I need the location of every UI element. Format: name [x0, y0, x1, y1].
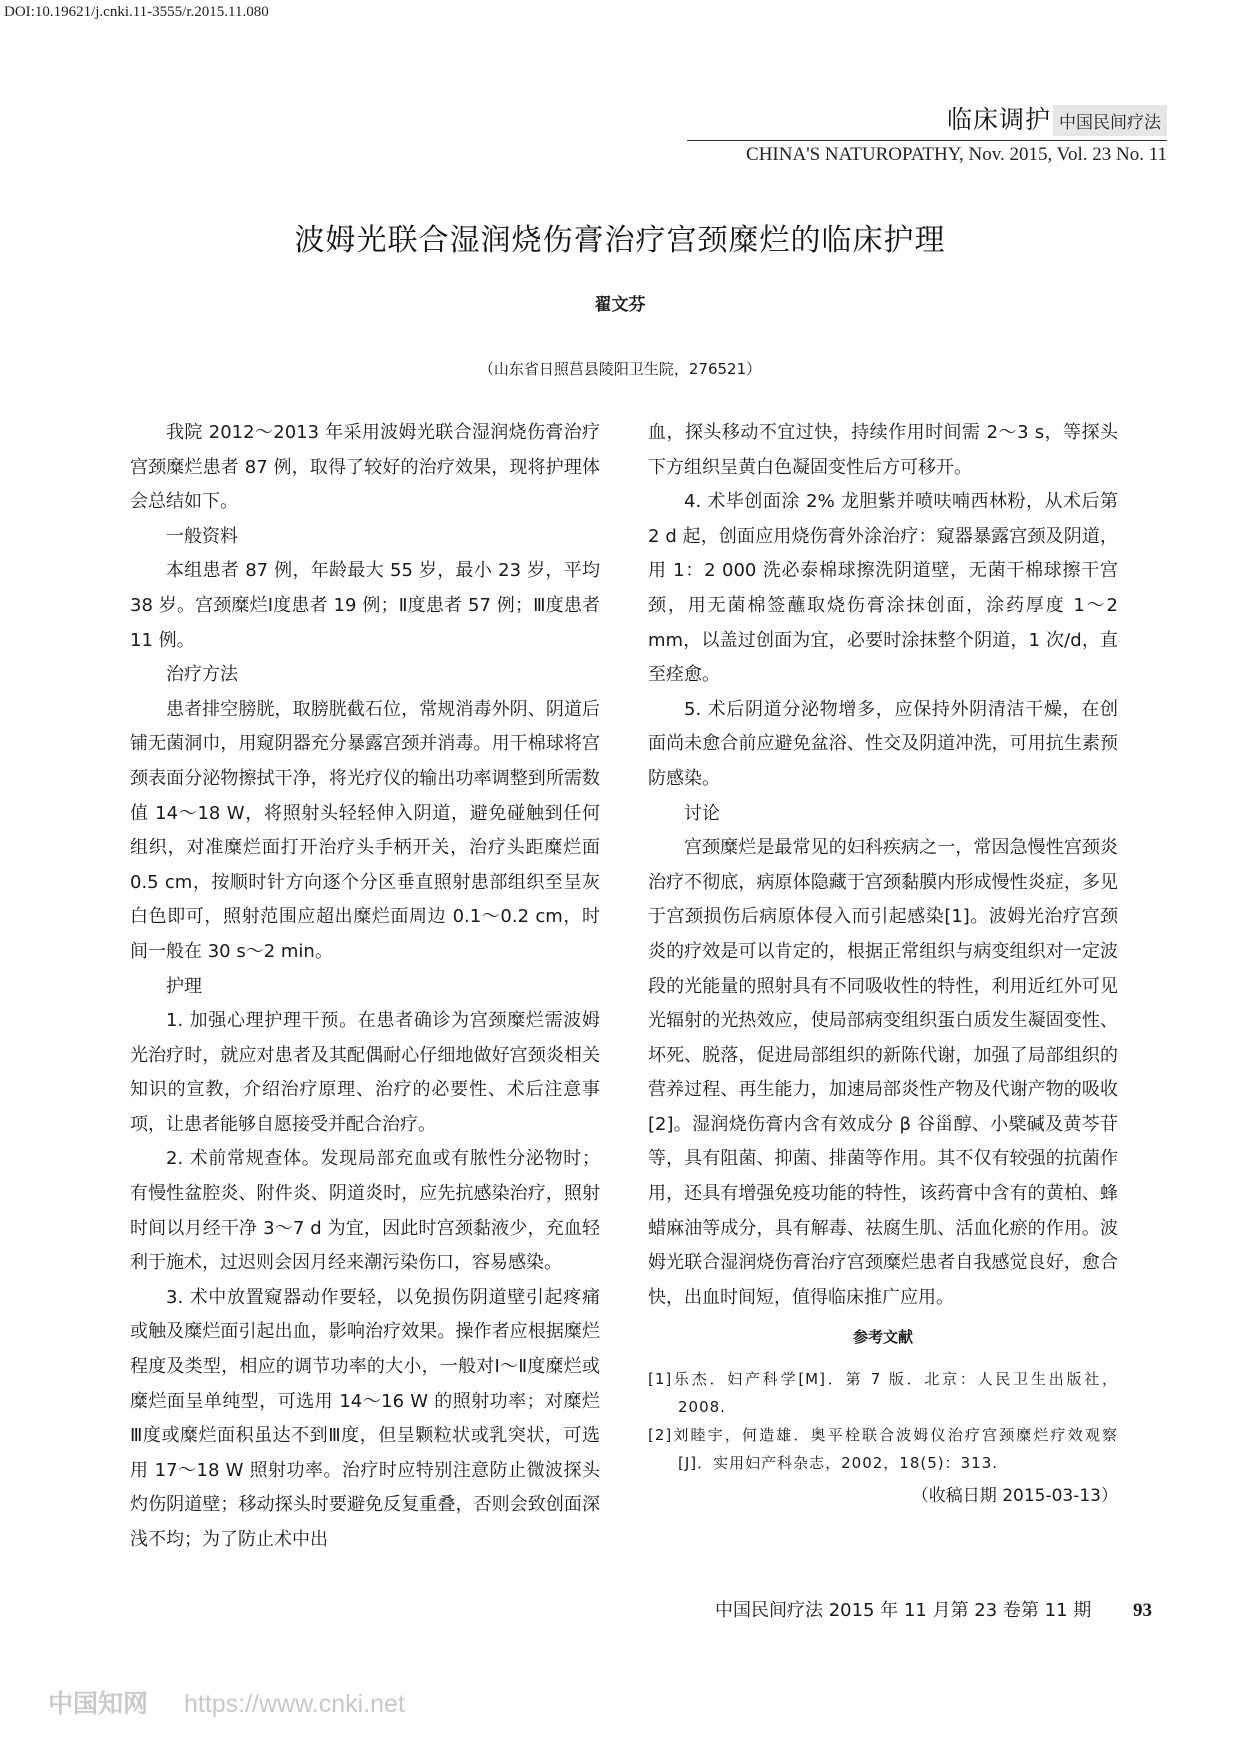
paragraph-general: 本组患者 87 例，年龄最大 55 岁，最小 23 岁，平均 38 岁。宫颈糜烂Ⅰ度患者 19 例；Ⅱ度患者 57 例；Ⅲ度患者 11 例。: [130, 560, 600, 651]
paragraph-nursing-3: 3. 术中放置窥器动作要轻，以免损伤阴道壁引起疼痛或触及糜烂面引起出血，影响治疗效果。操作者应根据糜烂程度及类型，相应的调节功率的大小，一般对Ⅰ～Ⅱ度糜烂或糜烂面呈单纯型，可选用 14～16 W 的照射功率；对糜烂Ⅲ度或糜烂面积虽达不到Ⅲ度，但呈颗粒状或乳突状，可选用 17～18 W 照射功率。治疗时应特别注意防止微波探头灼伤阴道壁；移动探头时要避免反复重叠，否则会致创面深浅不均；为了防止术中出: [130, 1286, 600, 1550]
paragraph-method: 患者排空膀胱，取膀胱截石位，常规消毒外阴、阴道后铺无菌洞巾，用窥阴器充分暴露宫颈并消毒。用干棉球将宫颈表面分泌物擦拭干净，将光疗仪的输出功率调整到所需数值 14～18 W，将照射头轻轻伸入阴道，避免碰触到任何组织，对准糜烂面打开治疗头手柄开关，治疗头距糜烂面 0.5 cm，按顺时针方向逐个分区垂直照射患部组织至呈灰白色即可，照射范围应超出糜烂面周边 0.1～0.2 cm，时间一般在 30 s～2 min。: [130, 698, 600, 962]
page-number: 93: [1133, 1600, 1152, 1621]
section-heading-nursing: 护理: [166, 975, 202, 997]
author: 翟文芬: [594, 295, 646, 315]
section-heading-method: 治疗方法: [166, 664, 238, 686]
watermark: [48, 1684, 405, 1720]
watermark-url[interactable]: https://www.cnki.net: [183, 1690, 405, 1718]
right-column: [648, 416, 1118, 1511]
doi: DOI:10.19621/j.cnki.11-3555/r.2015.11.080: [4, 4, 269, 20]
section-heading-general: 一般资料: [166, 525, 238, 547]
journal-citation: CHINA'S NATUROPATHY, Nov. 2015, Vol. 23 No. 11: [746, 144, 1167, 165]
journal-header: [687, 100, 1167, 166]
watermark-name: 中国知网: [48, 1689, 149, 1718]
paragraph-continued: 血，探头移动不宜过快，持续作用时间需 2～3 s，等探头下方组织呈黄白色凝固变性后方可移开。: [648, 422, 1118, 478]
paragraph-nursing-2: 2. 术前常规查体。发现局部充血或有脓性分泌物时；有慢性盆腔炎、附件炎、阴道炎时，应先抗感染治疗，照射时间以月经干净 3～7 d 为宜，因此时宫颈黏液少，充血轻利于施术，过迟则会因月经来潮污染伤口，容易感染。: [130, 1148, 600, 1274]
column-name: 临床调护: [946, 105, 1051, 134]
references-heading: 参考文献: [852, 1328, 913, 1347]
footer-journal-issue: 中国民间疗法 2015 年 11 月第 23 卷第 11 期: [714, 1600, 1092, 1621]
reference-item: [2]刘睦宇，何造雄．奥平栓联合波姆仪治疗宫颈糜烂疗效观察[J]．实用妇产科杂志，2002，18(5)：313.: [648, 1426, 1118, 1473]
affiliation: （山东省日照莒县陵阳卫生院，276521）: [478, 360, 762, 378]
article-title: 波姆光联合湿润烧伤膏治疗宫颈糜烂的临床护理: [294, 223, 946, 258]
paragraph-nursing-1: 1. 加强心理护理干预。在患者确诊为宫颈糜烂需波姆光治疗时，就应对患者及其配偶耐心仔细地做好宫颈炎相关知识的宣教，介绍治疗原理、治疗的必要性、术后注意事项，让患者能够自愿接受并配合治疗。: [130, 1010, 600, 1135]
reference-item: [1]乐杰．妇产科学[M]．第 7 版．北京：人民卫生出版社，2008.: [648, 1370, 1118, 1417]
header-rule: [687, 140, 1167, 141]
left-column: [130, 416, 600, 1558]
received-date: （收稿日期 2015-03-13）: [911, 1486, 1118, 1507]
paragraph-nursing-4: 4. 术毕创面涂 2% 龙胆紫并喷呋喃西林粉，从术后第 2 d 起，创面应用烧伤膏外涂治疗：窥器暴露宫颈及阴道，用 1：2 000 洗必泰棉球擦洗阴道壁，无菌干棉球擦干宫颈，用无菌棉签蘸取烧伤膏涂抹创面，涂药厚度 1～2 mm，以盖过创面为宜，必要时涂抹整个阴道，1 次/d，直至痊愈。: [648, 491, 1118, 686]
page-footer: [715, 1596, 1152, 1622]
section-heading-discussion: 讨论: [684, 802, 720, 824]
journal-name: 中国民间疗法: [1053, 105, 1167, 136]
intro-paragraph: 我院 2012～2013 年采用波姆光联合湿润烧伤膏治疗宫颈糜烂患者 87 例，取得了较好的治疗效果，现将护理体会总结如下。: [130, 422, 600, 513]
paragraph-discussion: 宫颈糜烂是最常见的妇科疾病之一，常因急慢性宫颈炎治疗不彻底，病原体隐藏于宫颈黏膜内形成慢性炎症，多见于宫颈损伤后病原体侵入而引起感染[1]。波姆光治疗宫颈炎的疗效是可以肯定的，根据正常组织与病变组织对一定波段的光能量的照射具有不同吸收性的特性，利用近红外可见光辐射的光热效应，使局部病变组织蛋白质发生凝固变性、坏死、脱落，促进局部组织的新陈代谢，加强了局部组织的营养过程、再生能力，加速局部炎性产物及代谢产物的吸收[2]。湿润烧伤膏内含有效成分 β 谷甾醇、小檗碱及黄芩苷等，具有阻菌、抑菌、排菌等作用。其不仅有较强的抗菌作用，还具有增强免疫功能的特性，该药膏中含有的黄柏、蜂蜡麻油等成分，具有解毒、祛腐生肌、活血化瘀的作用。波姆光联合湿润烧伤膏治疗宫颈糜烂患者自我感觉良好，愈合快，出血时间短，值得临床推广应用。: [648, 837, 1118, 1308]
paragraph-nursing-5: 5. 术后阴道分泌物增多，应保持外阴清洁干燥，在创面尚未愈合前应避免盆浴、性交及阴道冲洗，可用抗生素预防感染。: [648, 698, 1118, 789]
